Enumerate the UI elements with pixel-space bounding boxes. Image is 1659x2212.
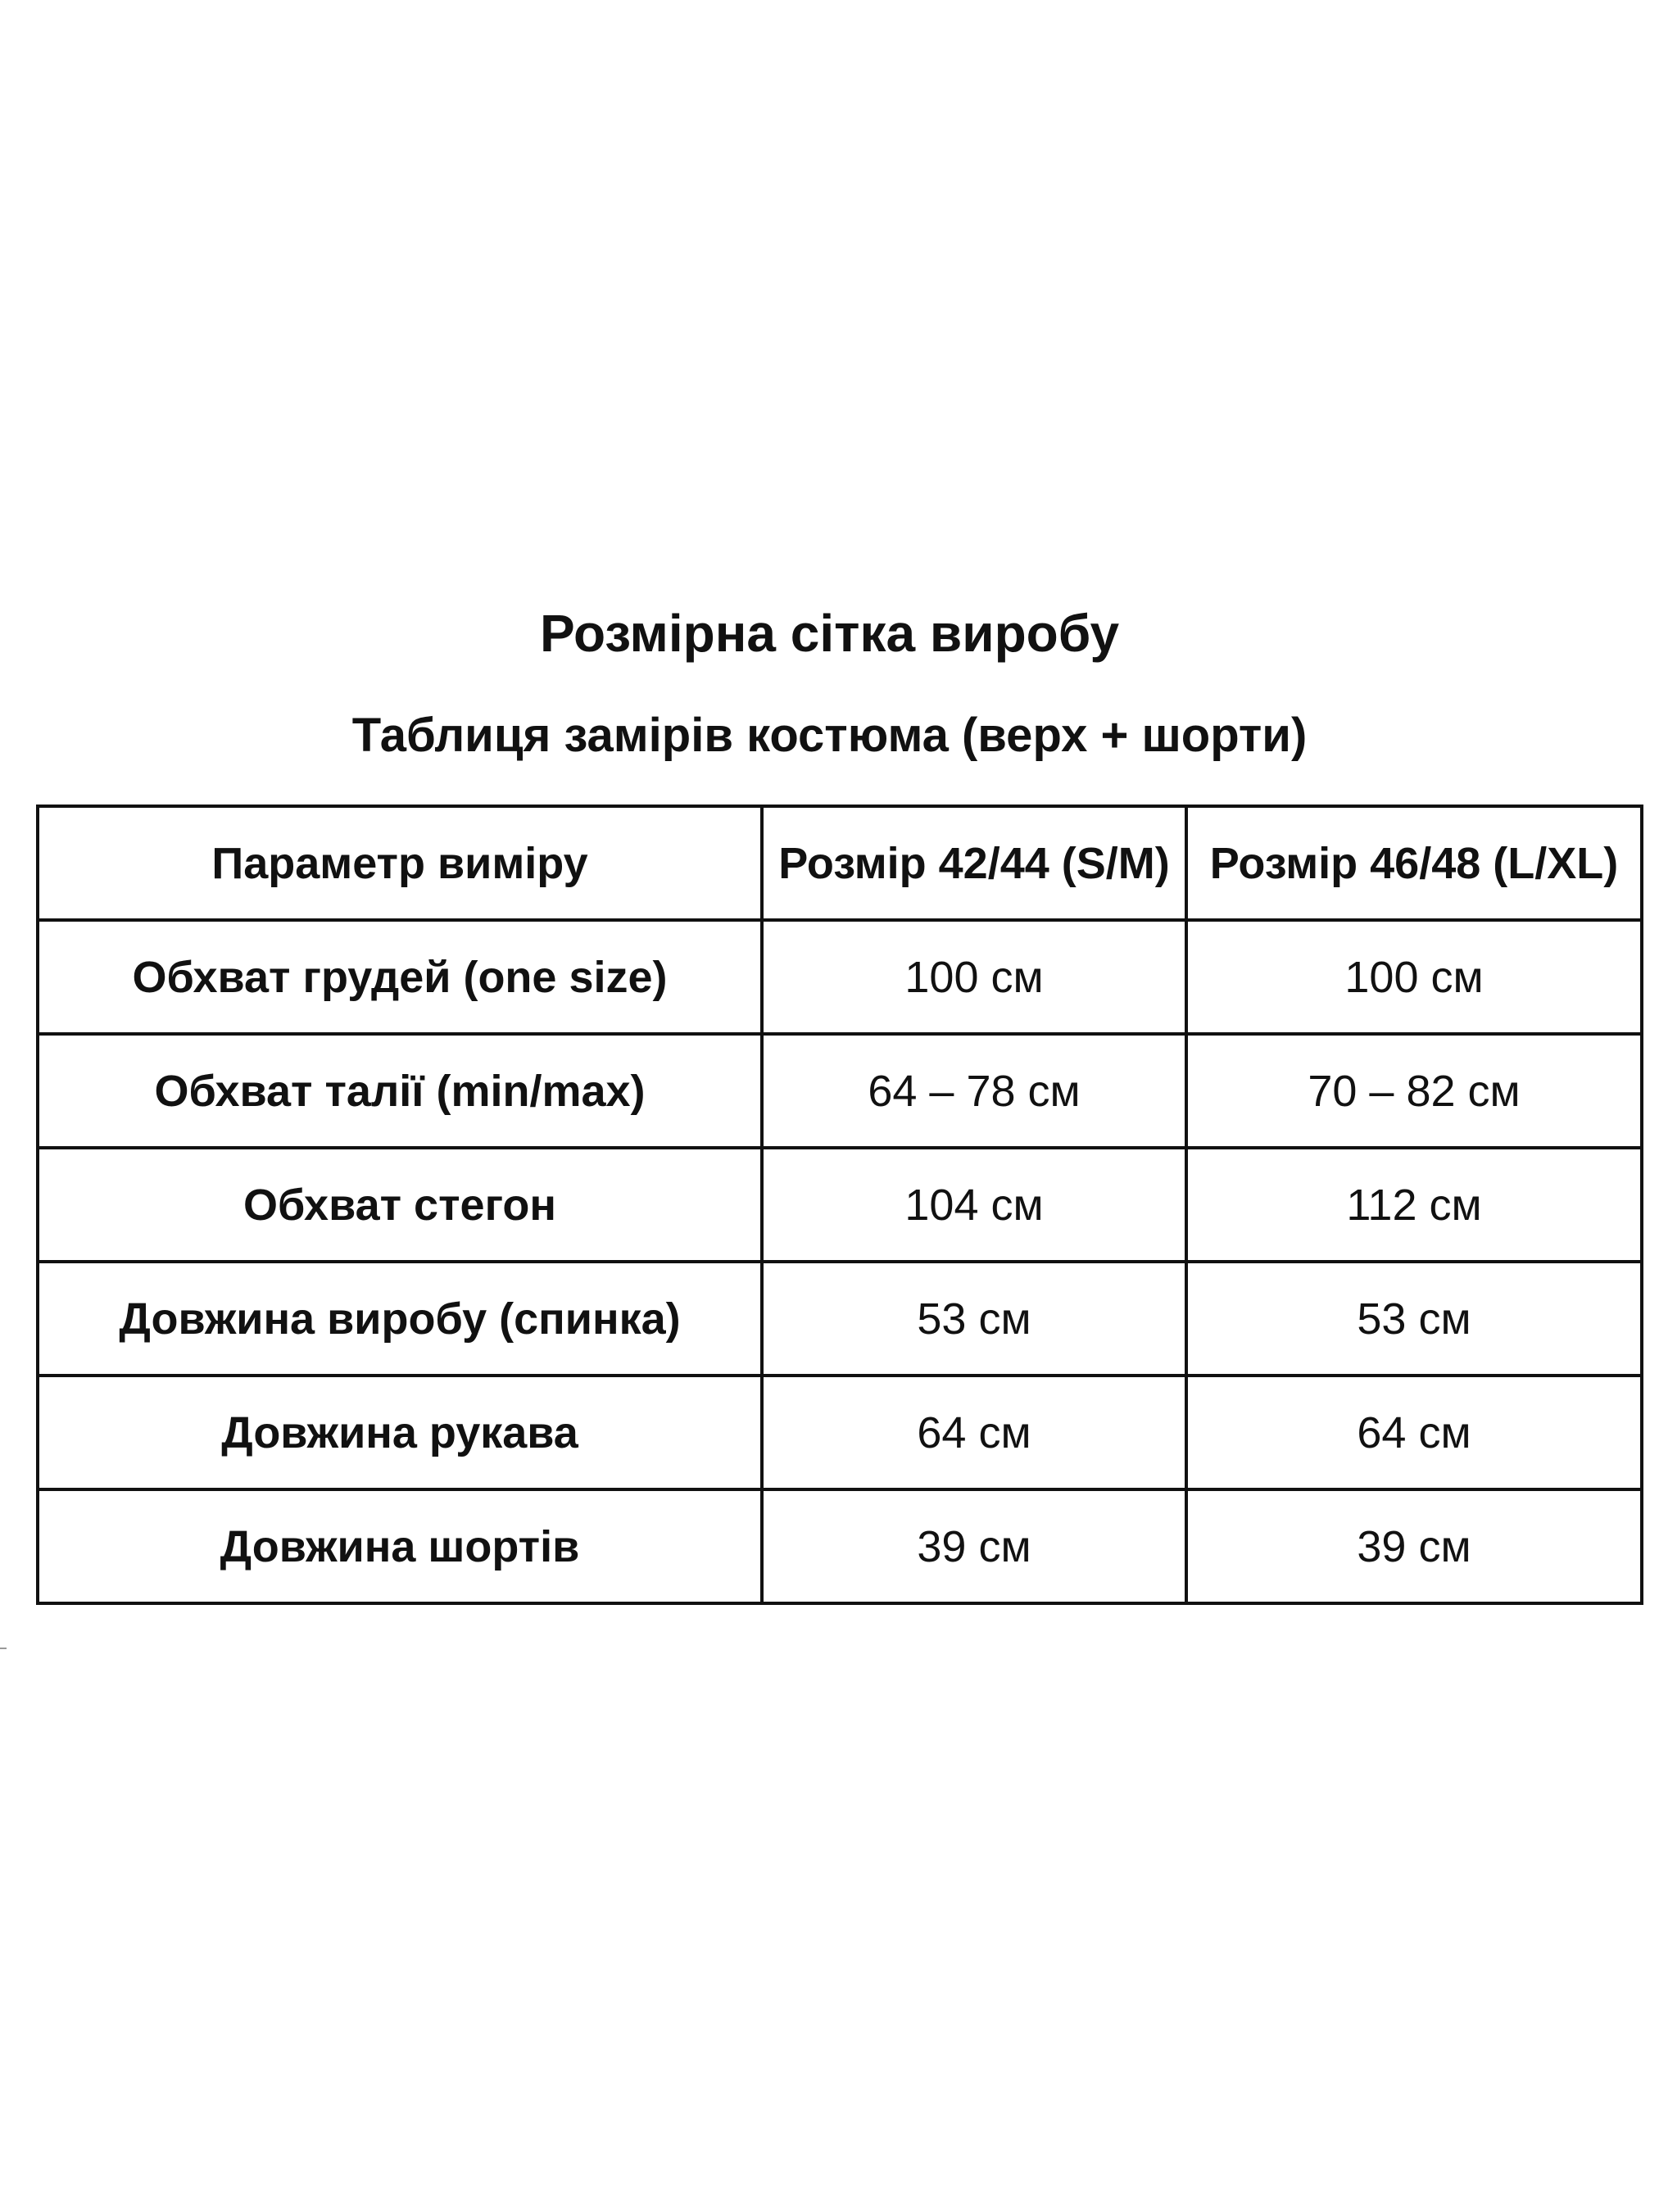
row-value-sm: 100 см — [762, 920, 1186, 1034]
table-subtitle: Таблиця замірів костюма (верх + шорти) — [351, 709, 1308, 762]
row-parameter: Обхват талії (min/max) — [38, 1034, 762, 1148]
size-chart-table — [36, 805, 1643, 1605]
row-value-sm: 53 см — [762, 1262, 1186, 1376]
row-parameter: Довжина рукава — [38, 1376, 762, 1489]
page-title: Розмірна сітка виробу — [539, 604, 1120, 663]
row-value-sm: 64 – 78 см — [762, 1034, 1186, 1148]
row-value-lxl: 70 – 82 см — [1186, 1034, 1642, 1148]
row-parameter: Довжина шортів — [38, 1489, 762, 1603]
row-parameter: Довжина виробу (спинка) — [38, 1262, 762, 1376]
table-row — [38, 1262, 1642, 1376]
column-header-size-lxl: Розмір 46/48 (L/XL) — [1186, 806, 1642, 920]
column-header-size-sm: Розмір 42/44 (S/M) — [762, 806, 1186, 920]
table-header-row — [38, 806, 1642, 920]
row-value-lxl: 53 см — [1186, 1262, 1642, 1376]
row-value-lxl: 112 см — [1186, 1148, 1642, 1262]
row-parameter: Обхват грудей (one size) — [38, 920, 762, 1034]
table-row — [38, 1489, 1642, 1603]
table-row — [38, 920, 1642, 1034]
row-value-lxl: 39 см — [1186, 1489, 1642, 1603]
row-value-lxl: 100 см — [1186, 920, 1642, 1034]
row-parameter: Обхват стегон — [38, 1148, 762, 1262]
row-value-sm: 104 см — [762, 1148, 1186, 1262]
table-row — [38, 1148, 1642, 1262]
table-row — [38, 1376, 1642, 1489]
row-value-sm: 64 см — [762, 1376, 1186, 1489]
edge-mark — [0, 1648, 7, 1649]
row-value-lxl: 64 см — [1186, 1376, 1642, 1489]
column-header-parameter: Параметр виміру — [38, 806, 762, 920]
row-value-sm: 39 см — [762, 1489, 1186, 1603]
table-row — [38, 1034, 1642, 1148]
